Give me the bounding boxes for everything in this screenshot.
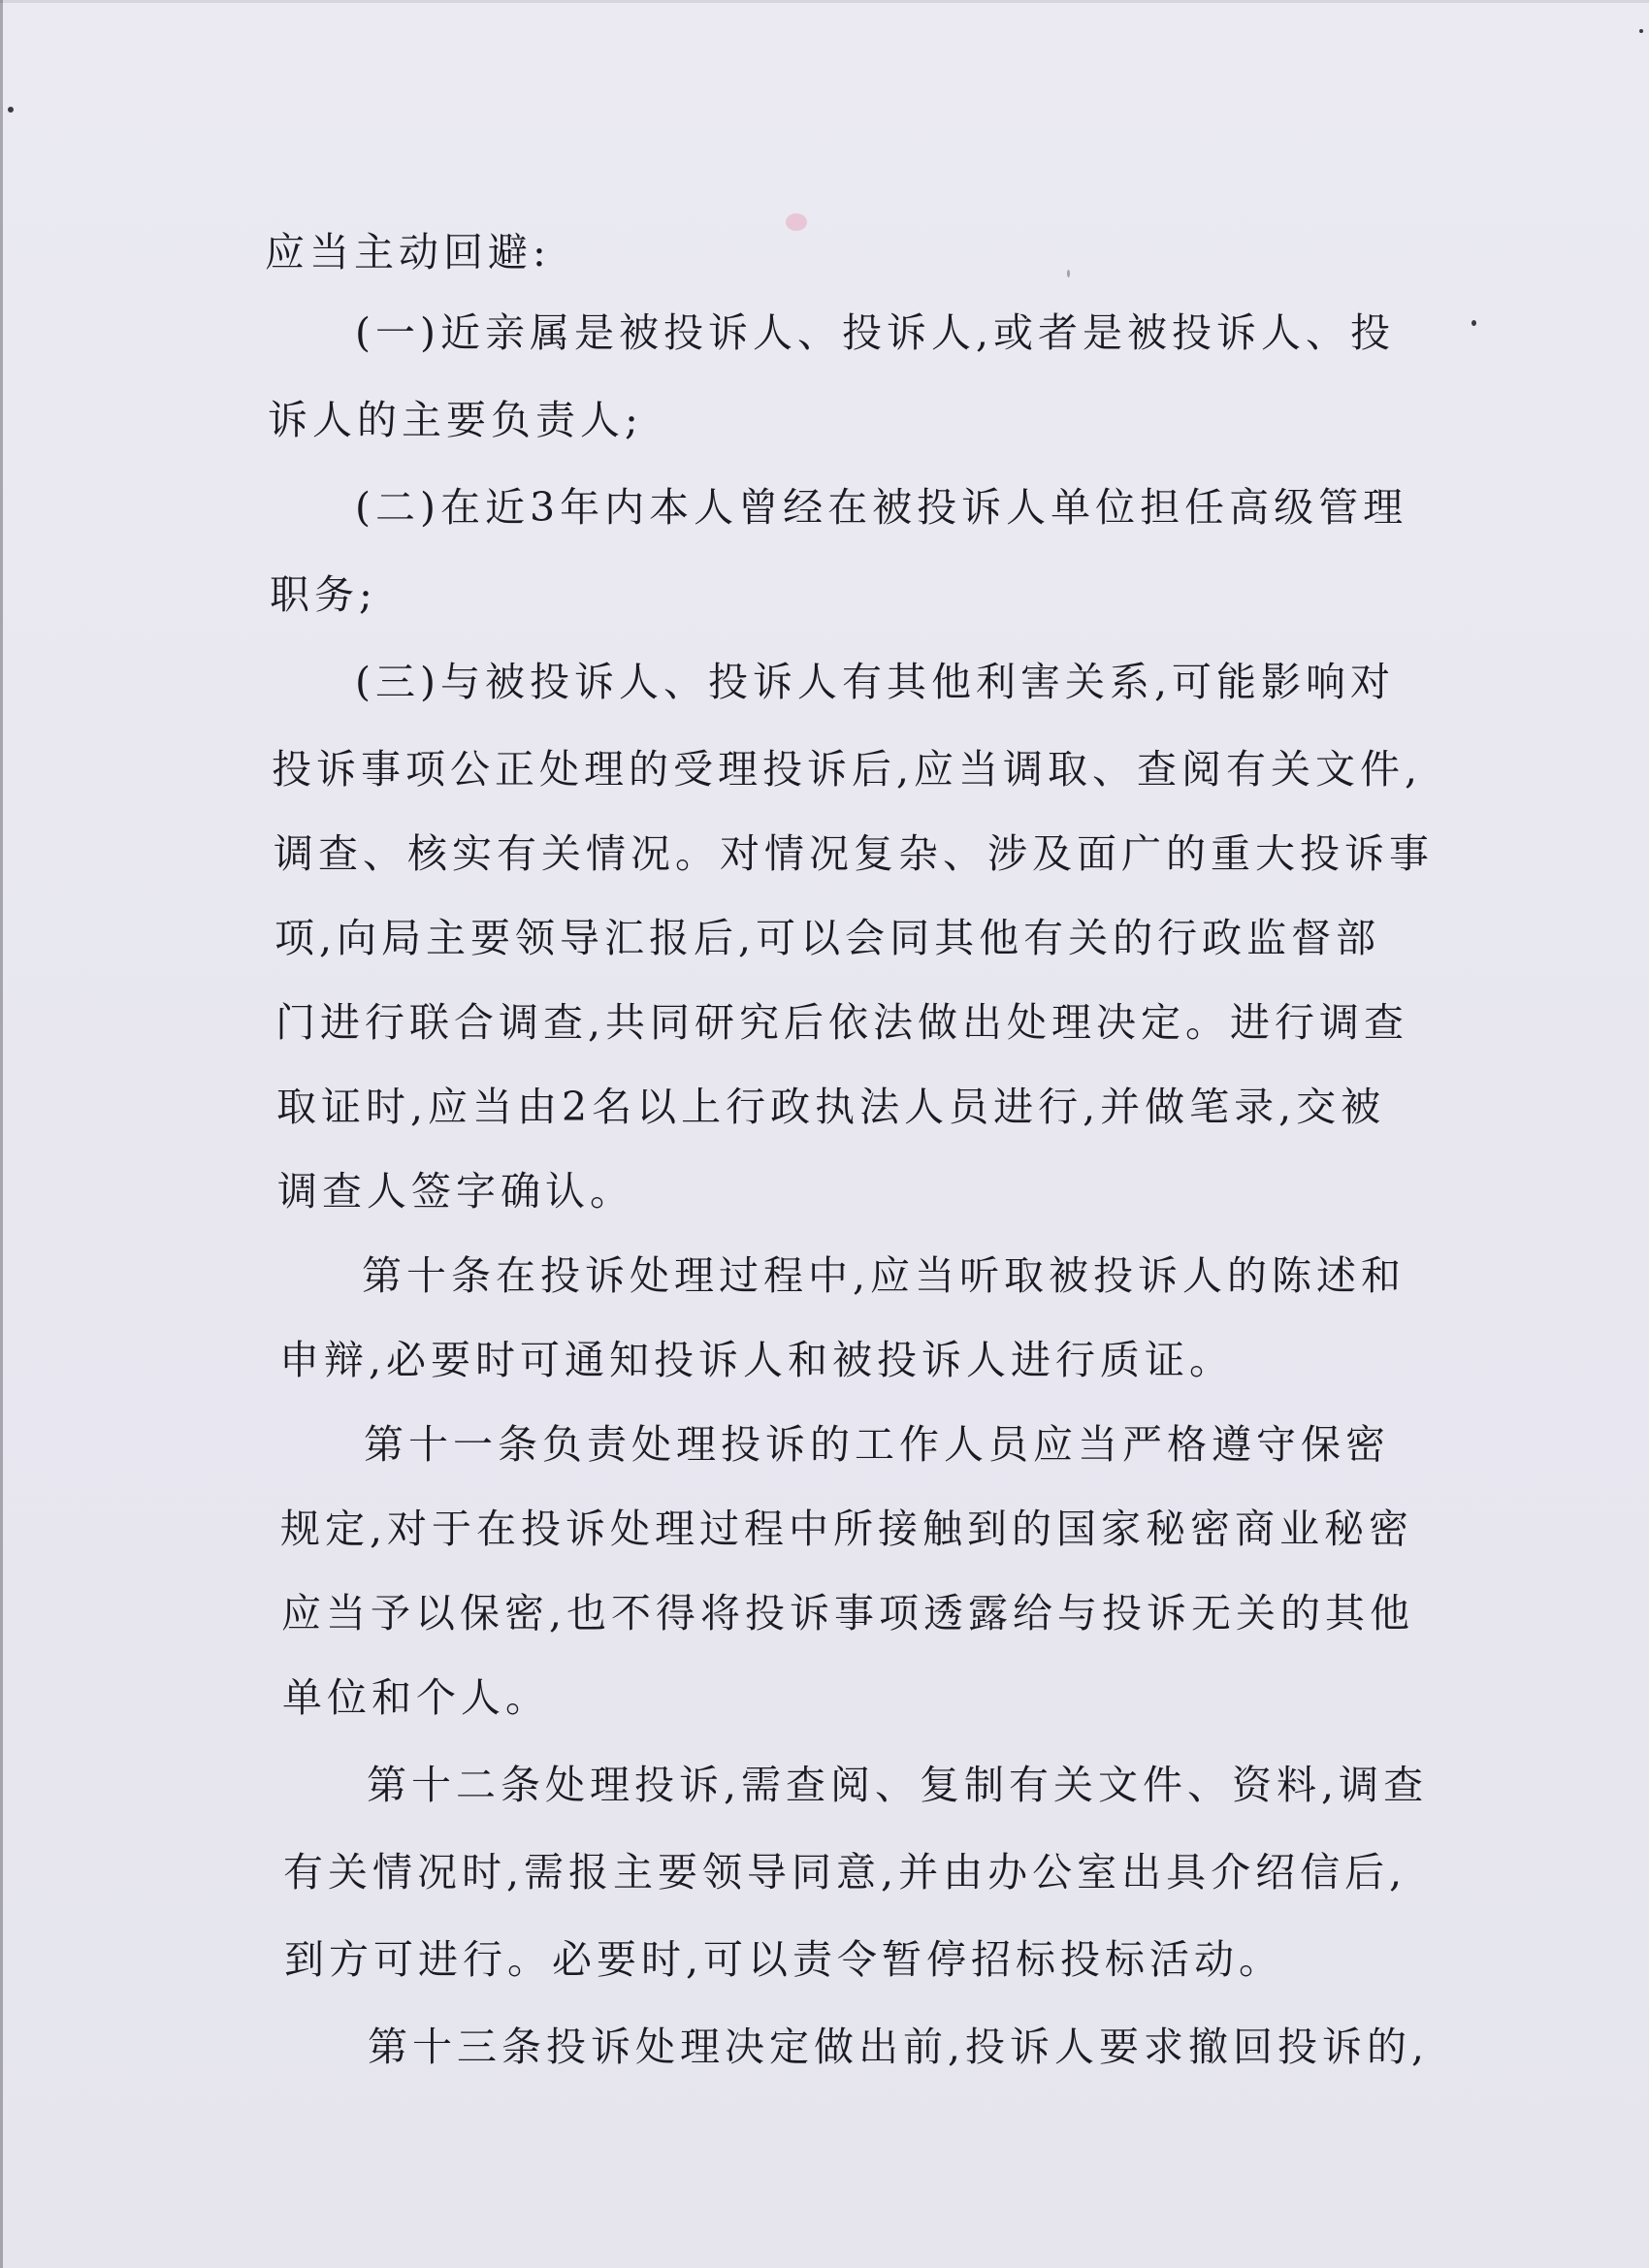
text-line: 第十二条处理投诉,需查阅、复制有关文件、资料,调查 — [367, 1762, 1429, 1808]
text-line: 到方可进行。必要时,可以责令暂停招标投标活动。 — [284, 1936, 1284, 1983]
dust-speck — [8, 107, 14, 113]
text-line: 职务; — [270, 571, 377, 618]
text-line: 诉人的主要负责人; — [268, 397, 643, 443]
text-line: 投诉事项公正处理的受理投诉后,应当调取、查阅有关文件, — [272, 746, 1423, 793]
text-line: 第十一条负责处理投诉的工作人员应当严格遵守保密 — [364, 1421, 1390, 1468]
text-line: 调查、核实有关情况。对情况复杂、涉及面广的重大投诉事 — [274, 830, 1434, 877]
dust-speck — [1067, 270, 1070, 277]
text-line: 调查人签字确认。 — [277, 1168, 634, 1215]
dust-speck — [1471, 320, 1476, 326]
text-line: (三)与被投诉人、投诉人有其他利害关系,可能影响对 — [355, 659, 1396, 705]
pink-ink-smudge — [786, 213, 807, 231]
text-line: (二)在近3年内本人曾经在被投诉人单位担任高级管理 — [355, 484, 1408, 531]
text-line: 单位和个人。 — [282, 1674, 550, 1721]
text-line: 应当予以保密,也不得将投诉事项透露给与投诉无关的其他 — [281, 1590, 1415, 1636]
text-line: 门进行联合调查,共同研究后依法做出处理决定。进行调查 — [275, 999, 1409, 1046]
text-line: 有关情况时,需报主要领导同意,并由办公室出具介绍信后, — [283, 1849, 1407, 1895]
text-line: 第十三条投诉处理决定做出前,投诉人要求撤回投诉的, — [368, 2024, 1430, 2070]
text-line: (一)近亲属是被投诉人、投诉人,或者是被投诉人、投 — [355, 309, 1396, 356]
scan-edge-left — [0, 0, 3, 2268]
text-line: 规定,对于在投诉处理过程中所接触到的国家秘密商业秘密 — [280, 1506, 1414, 1552]
text-line: 项,向局主要领导汇报后,可以会同其他有关的行政监督部 — [275, 915, 1381, 961]
text-line: 申辩,必要时可通知投诉人和被投诉人进行质证。 — [279, 1337, 1235, 1383]
scan-edge-top — [0, 0, 1649, 3]
text-line: 第十条在投诉处理过程中,应当听取被投诉人的陈述和 — [362, 1252, 1406, 1299]
text-line: 取证时,应当由2名以上行政执法人员进行,并做笔录,交被 — [276, 1084, 1386, 1130]
dust-speck — [1639, 29, 1643, 33]
text-line: 应当主动回避: — [265, 229, 551, 275]
